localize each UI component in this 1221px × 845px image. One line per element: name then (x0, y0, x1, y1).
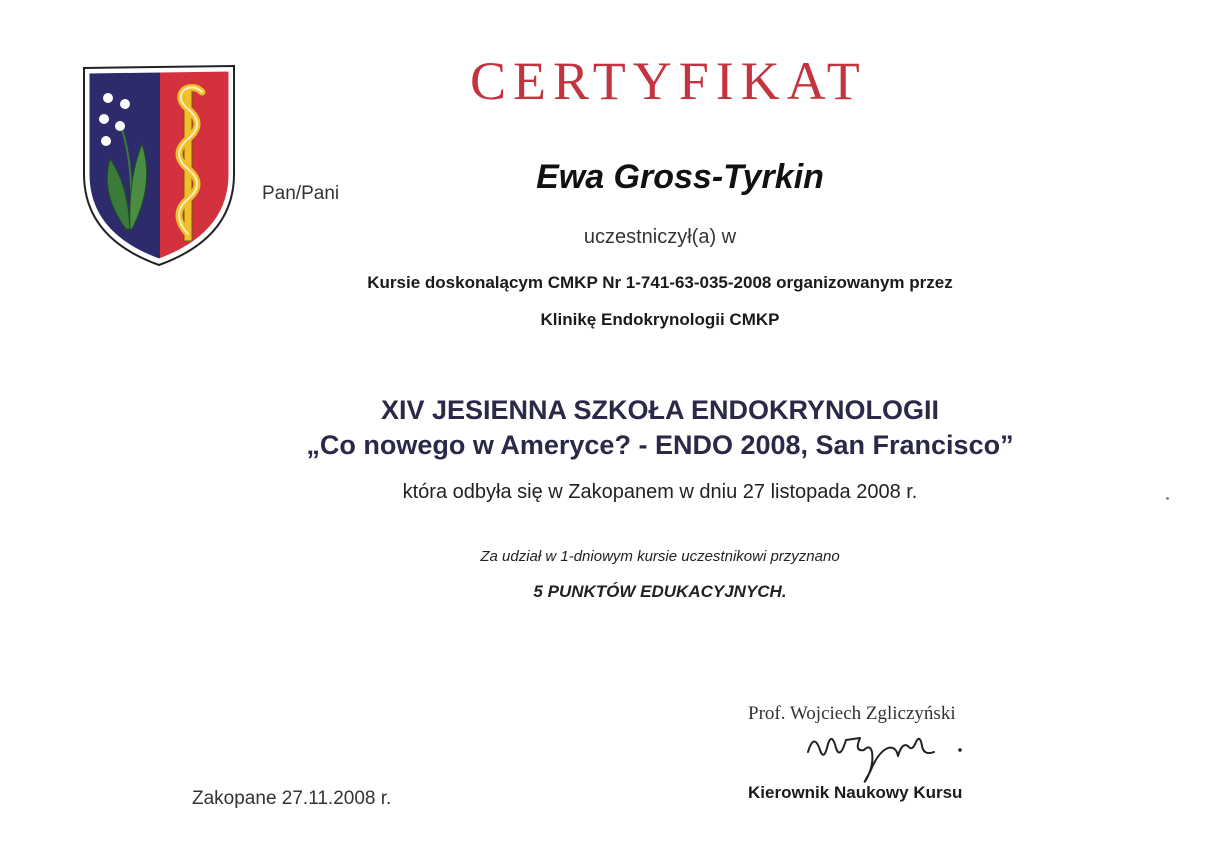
recipient-name: Ewa Gross-Tyrkin (536, 158, 824, 196)
course-line-1: Kursie doskonalącym CMKP Nr 1-741-63-035-2008 organizowanym przez (367, 273, 953, 292)
course-line-2: Klinikę Endokrynologii CMKP (540, 310, 780, 329)
certificate-title: CERTYFIKAT (470, 51, 867, 111)
event-held-text: która odbyła się w Zakopanem w dniu 27 listopada 2008 r. (402, 481, 918, 503)
salutation-label: Pan/Pani (262, 183, 340, 204)
award-text: Za udział w 1-dniowym kursie uczestnikowi przyznano (480, 548, 840, 565)
place-and-date: Zakopane 27.11.2008 r. (192, 788, 392, 809)
school-title-line-2: „Co nowego w Ameryce? - ENDO 2008, San Francisco” (306, 430, 1014, 460)
handwritten-signature (800, 722, 970, 788)
school-title-line-1: XIV JESIENNA SZKOŁA ENDOKRYNOLOGII (380, 395, 940, 425)
signatory-role: Kierownik Naukowy Kursu (748, 783, 963, 802)
participated-text: uczestniczył(a) w (583, 226, 737, 248)
education-points: 5 PUNKTÓW EDUKACYJNYCH. (533, 582, 787, 601)
signatory-name: Prof. Wojciech Zgliczyński (748, 703, 956, 724)
paper-speck (1166, 497, 1169, 500)
